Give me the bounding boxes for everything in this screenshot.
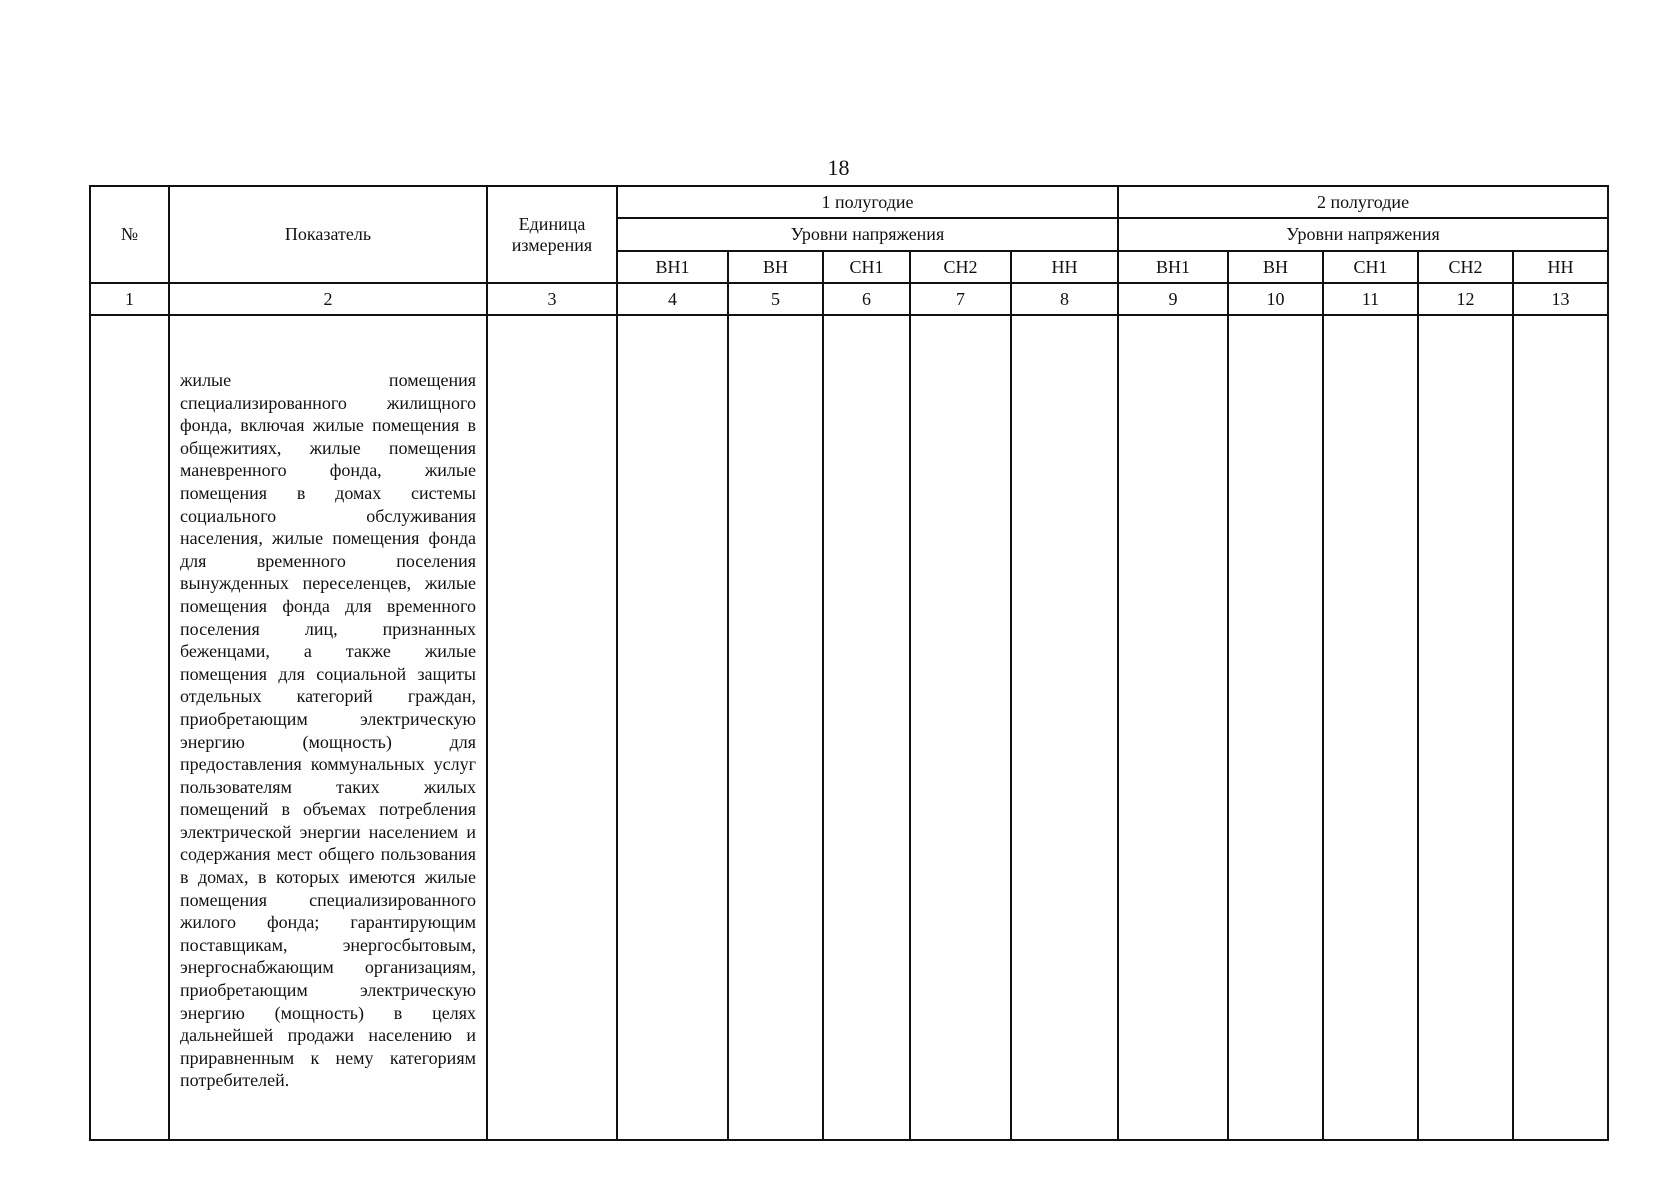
value-cell xyxy=(1418,315,1513,1140)
row-no-cell xyxy=(90,315,169,1140)
header-voltage-levels-1: Уровни напряжения xyxy=(617,218,1118,251)
level-code-cell: НН xyxy=(1011,251,1118,283)
header-voltage-levels-2: Уровни напряжения xyxy=(1118,218,1608,251)
level-code-cell: НН xyxy=(1513,251,1608,283)
tariff-table xyxy=(89,185,1609,1141)
row-indicator-cell xyxy=(169,315,487,1140)
value-cell xyxy=(1513,315,1608,1140)
level-code-cell: СН2 xyxy=(1418,251,1513,283)
column-number-cell: 4 xyxy=(617,283,728,315)
page-number: 18 xyxy=(827,155,850,180)
value-cell xyxy=(728,315,823,1140)
header-half-2: 2 полугодие xyxy=(1118,186,1608,218)
column-number-cell: 3 xyxy=(487,283,617,315)
header-col-unit: Единица измерения xyxy=(487,186,617,283)
header-col-indicator: Показатель xyxy=(169,186,487,283)
column-number-cell: 12 xyxy=(1418,283,1513,315)
value-cell xyxy=(1323,315,1418,1140)
level-code-cell: СН1 xyxy=(823,251,910,283)
column-number-cell: 7 xyxy=(910,283,1011,315)
column-number-cell: 11 xyxy=(1323,283,1418,315)
column-number-cell: 2 xyxy=(169,283,487,315)
level-code-cell: ВН xyxy=(728,251,823,283)
level-code-cell: ВН1 xyxy=(1118,251,1228,283)
column-number-cell: 10 xyxy=(1228,283,1323,315)
value-cell xyxy=(910,315,1011,1140)
column-number-cell: 9 xyxy=(1118,283,1228,315)
column-number-cell: 13 xyxy=(1513,283,1608,315)
indicator-text: жилые помещения специализированного жилищного фонда, включая жилые помещения в общежитиях, жилые помещения маневренного фонда, жилые помещения в домах системы социального обслуживания населения, жилые помещения фонда для временного поселения вынужденных переселенцев, жилые помещения фонда для временного поселения лиц, признанных беженцами, а также жилые помещения для социальной защиты отдельных категорий граждан, приобретающим электрическую энергию (мощность) для предоставления коммунальных услуг пользователям таких жилых помещений в объемах потребления электрической энергии населением и содержания мест общего пользования в домах, в которых имеются жилые помещения специализированного жилого фонда; гарантирующим поставщикам, энергосбытовым, энергоснабжающим организациям, приобретающим электрическую энергию (мощность) в целях дальнейшей продажи населению и приравненным к нему категориям потребителей. xyxy=(180,370,476,1091)
column-number-cell: 5 xyxy=(728,283,823,315)
value-cell xyxy=(1228,315,1323,1140)
header-half-1: 1 полугодие xyxy=(617,186,1118,218)
header-row-halves xyxy=(90,186,1608,218)
value-cell xyxy=(617,315,728,1140)
level-code-cell: СН2 xyxy=(910,251,1011,283)
column-number-cell: 6 xyxy=(823,283,910,315)
level-code-cell: ВН xyxy=(1228,251,1323,283)
value-cell xyxy=(1011,315,1118,1140)
row-unit-cell xyxy=(487,315,617,1140)
value-cell xyxy=(1118,315,1228,1140)
level-code-cell: СН1 xyxy=(1323,251,1418,283)
level-code-cell: ВН1 xyxy=(617,251,728,283)
column-number-cell: 1 xyxy=(90,283,169,315)
column-number-row xyxy=(90,283,1608,315)
table-row xyxy=(90,315,1608,1140)
column-number-cell: 8 xyxy=(1011,283,1118,315)
header-col-no: № xyxy=(90,186,169,283)
value-cell xyxy=(823,315,910,1140)
